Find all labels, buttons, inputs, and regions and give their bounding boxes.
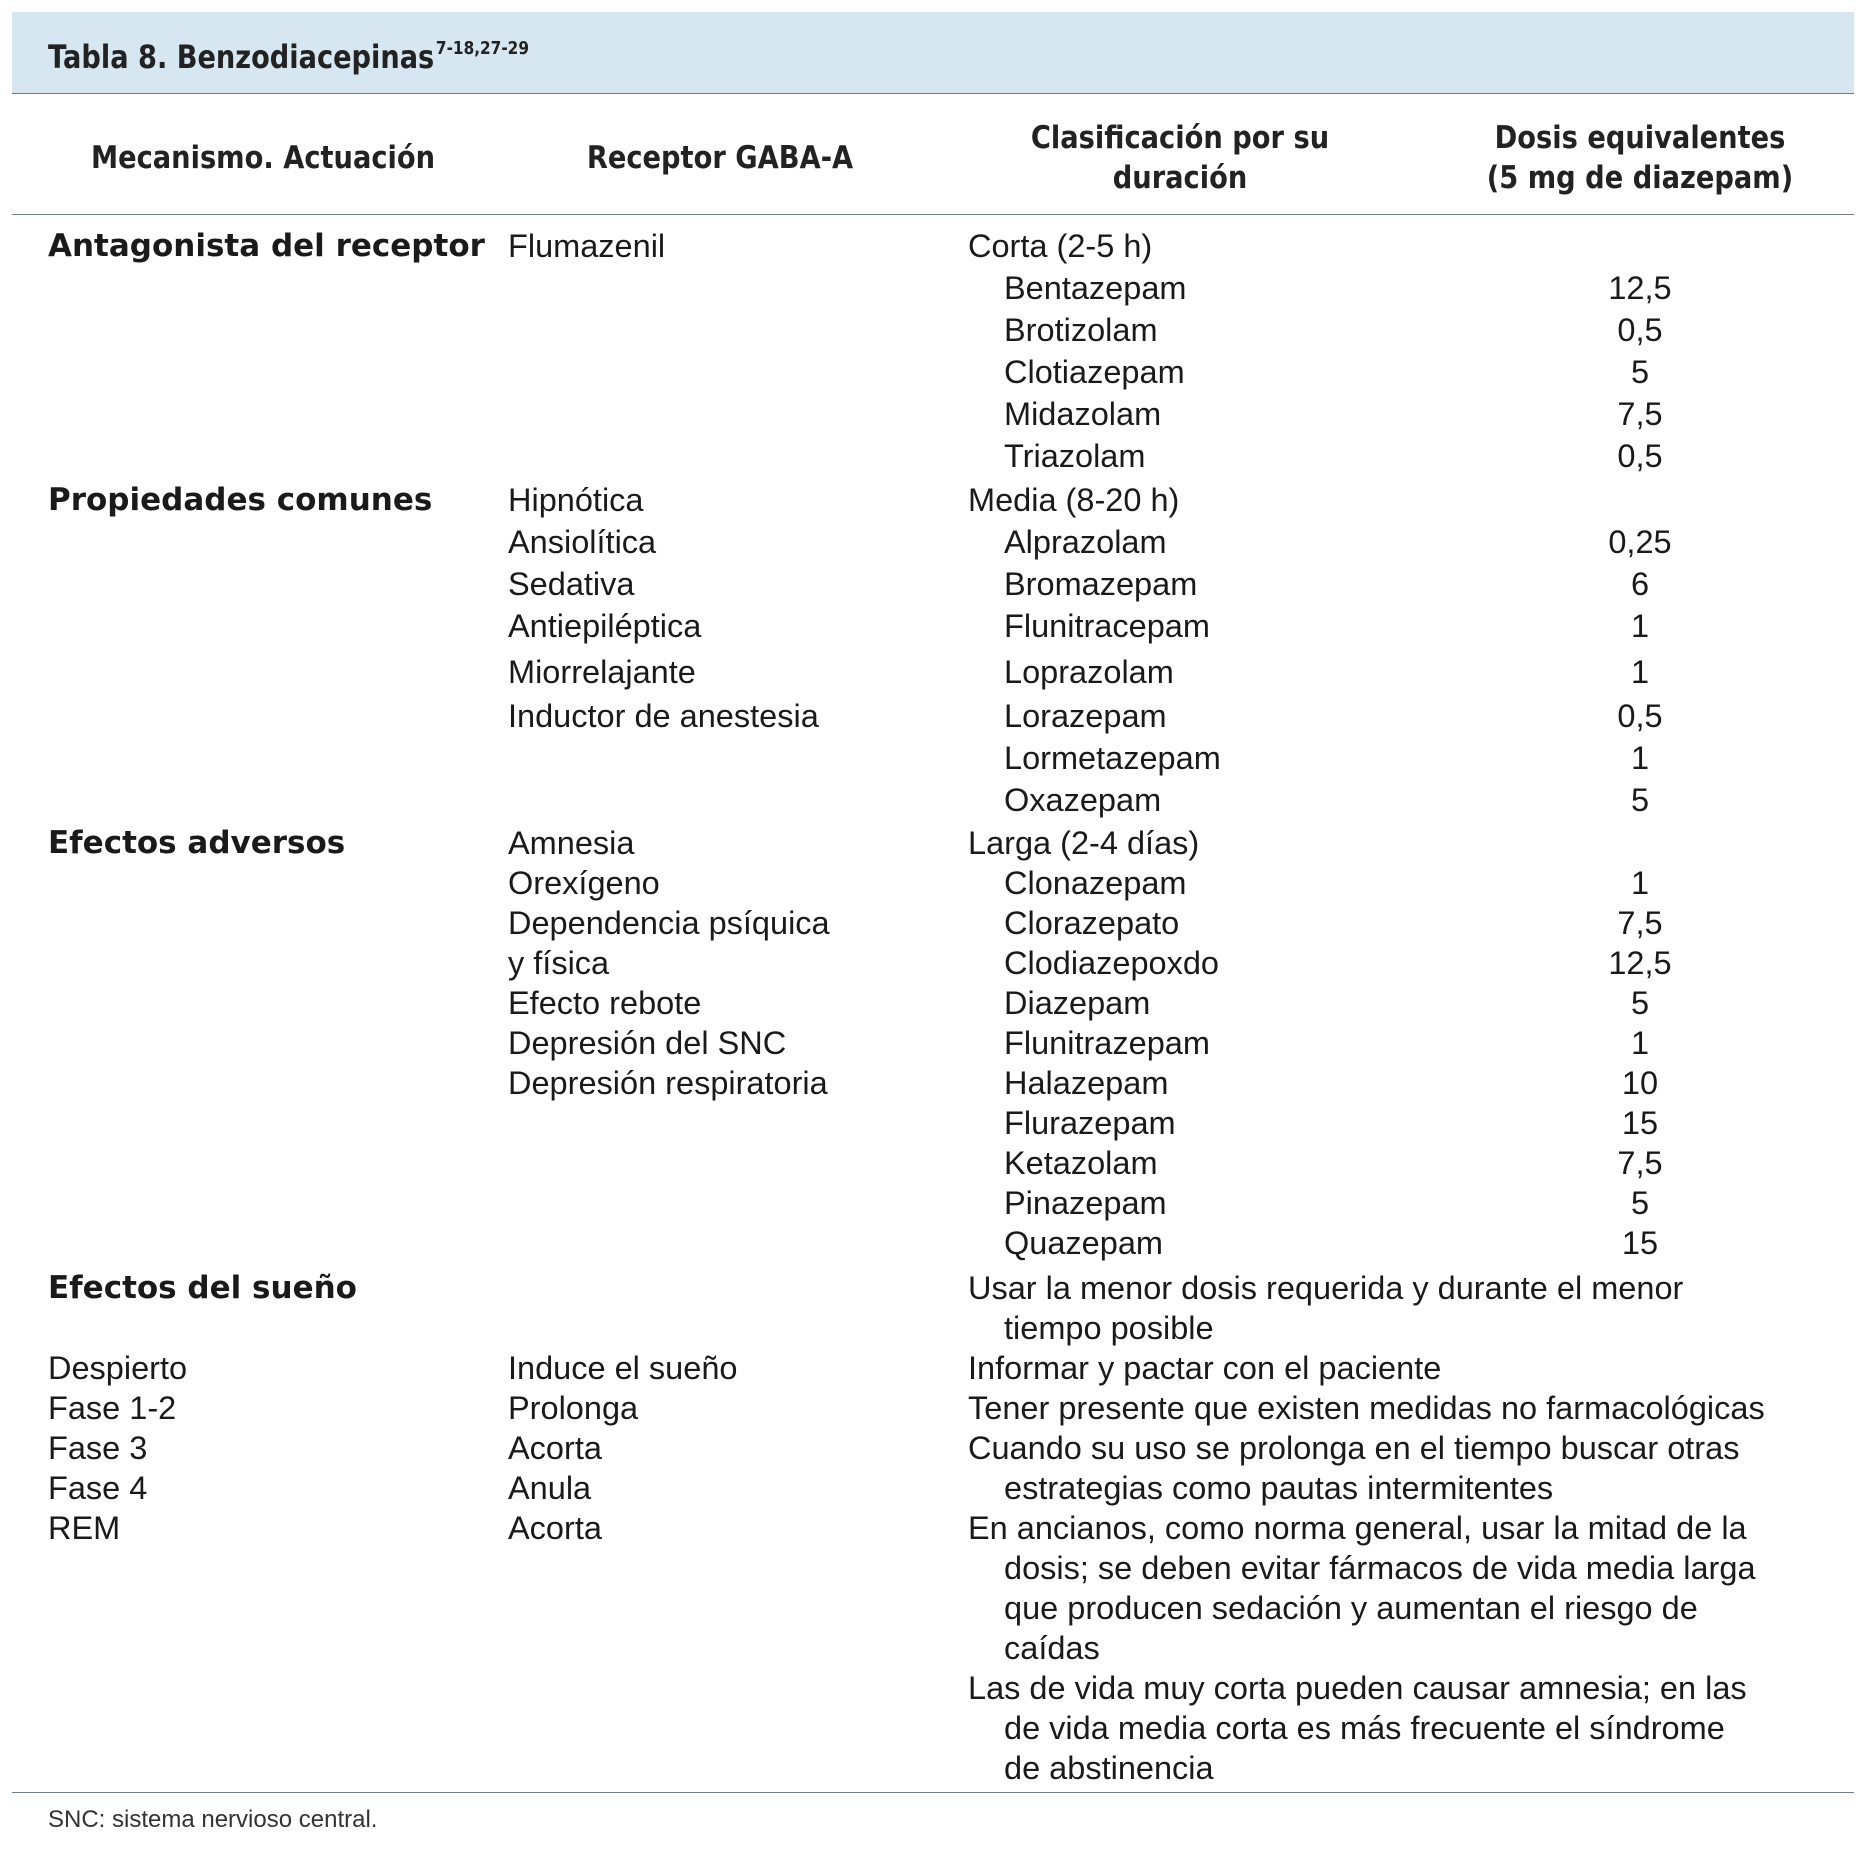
drug-name: Pinazepam	[1004, 1185, 1167, 1221]
drug-dose: 7,5	[1617, 396, 1663, 432]
drug-name: Clotiazepam	[1004, 354, 1185, 390]
drug-name: Lormetazepam	[1004, 740, 1221, 776]
drug-dose: 15	[1621, 1105, 1659, 1141]
recommendation-4b: estrategias como pautas intermitentes	[1004, 1470, 1554, 1506]
drug-dose: 0,5	[1617, 698, 1663, 734]
sleep-phase-4: Fase 4	[48, 1470, 148, 1506]
property-anxiolytic: Ansiolítica	[508, 524, 657, 560]
drug-name: Oxazepam	[1004, 782, 1162, 818]
title-references: 7-18,27-29	[435, 38, 529, 59]
recommendation-5a: En ancianos, como norma general, usar la mitad de la	[968, 1510, 1747, 1546]
drug-name: Bromazepam	[1004, 566, 1198, 602]
drug-dose: 1	[1630, 1025, 1650, 1061]
drug-name: Midazolam	[1004, 396, 1162, 432]
sleep-effect-3: Acorta	[508, 1430, 602, 1466]
drug-dose: 10	[1621, 1065, 1659, 1101]
property-hypnotic: Hipnótica	[508, 482, 644, 518]
header-classification	[986, 118, 1373, 198]
drug-name: Brotizolam	[1004, 312, 1158, 348]
property-anesthesia-inducer: Inductor de anestesia	[508, 698, 819, 734]
drug-name: Triazolam	[1004, 438, 1146, 474]
recommendation-6a: Las de vida muy corta pueden causar amnesia; en las	[968, 1670, 1747, 1706]
recommendation-1a: Usar la menor dosis requerida y durante el menor	[968, 1270, 1684, 1306]
header-mechanism: Mecanismo. Actuación	[90, 140, 436, 176]
adverse-dependence-1: Dependencia psíquica	[508, 905, 830, 941]
header-classification-line1: Clasificación por su	[1030, 120, 1330, 156]
property-muscle-relaxant: Miorrelajante	[508, 654, 696, 690]
drug-dose: 5	[1630, 985, 1650, 1021]
recommendation-6b: de vida media corta es más frecuente el síndrome	[1004, 1710, 1725, 1746]
recommendation-5d: caídas	[1004, 1630, 1100, 1666]
drug-dose: 0,5	[1617, 438, 1663, 474]
header-divider	[12, 214, 1854, 215]
recommendation-3: Tener presente que existen medidas no farmacológicas	[968, 1390, 1765, 1426]
drug-dose: 15	[1621, 1225, 1659, 1261]
header-classification-line2: duración	[1112, 160, 1248, 196]
adverse-dependence-2: y física	[508, 945, 610, 981]
drug-dose: 0,5	[1617, 312, 1663, 348]
adverse-orexigenic: Orexígeno	[508, 865, 660, 901]
drug-name: Lorazepam	[1004, 698, 1167, 734]
receptor-flumazenil: Flumazenil	[508, 228, 666, 264]
recommendation-2: Informar y pactar con el paciente	[968, 1350, 1442, 1386]
header-dose-line1: Dosis equivalentes	[1494, 120, 1786, 156]
recommendation-6c: de abstinencia	[1004, 1750, 1214, 1786]
mechanism-common-properties: Propiedades comunes	[48, 482, 433, 518]
sleep-effect-awake: Induce el sueño	[508, 1350, 738, 1386]
drug-dose: 1	[1630, 740, 1650, 776]
sleep-phase-3: Fase 3	[48, 1430, 148, 1466]
mechanism-sleep-effects: Efectos del sueño	[48, 1270, 357, 1306]
drug-dose: 7,5	[1617, 905, 1663, 941]
drug-dose: 0,25	[1608, 524, 1672, 560]
drug-name: Quazepam	[1004, 1225, 1163, 1261]
drug-name: Bentazepam	[1004, 270, 1187, 306]
drug-name: Flunitrazepam	[1004, 1025, 1210, 1061]
drug-name: Clonazepam	[1004, 865, 1187, 901]
drug-dose: 1	[1630, 608, 1650, 644]
drug-dose: 5	[1630, 354, 1650, 390]
recommendation-4a: Cuando su uso se prolonga en el tiempo buscar otras	[968, 1430, 1740, 1466]
drug-name: Halazepam	[1004, 1065, 1169, 1101]
sleep-phase-1-2: Fase 1-2	[48, 1390, 177, 1426]
recommendation-1b: tiempo posible	[1004, 1310, 1214, 1346]
drug-name: Alprazolam	[1004, 524, 1167, 560]
drug-name: Loprazolam	[1004, 654, 1174, 690]
header-receptor: Receptor GABA-A	[586, 140, 854, 176]
sleep-phase-rem: REM	[48, 1510, 121, 1546]
mechanism-antagonist: Antagonista del receptor	[48, 228, 485, 264]
drug-name: Diazepam	[1004, 985, 1151, 1021]
table-title-bar	[12, 12, 1854, 94]
drug-name: Flunitracepam	[1004, 608, 1210, 644]
drug-name: Clodiazepoxdo	[1004, 945, 1220, 981]
adverse-rebound: Efecto rebote	[508, 985, 702, 1021]
footnote: SNC: sistema nervioso central.	[48, 1806, 378, 1833]
drug-dose: 1	[1630, 654, 1650, 690]
adverse-cns-depression: Depresión del SNC	[508, 1025, 787, 1061]
drug-name: Clorazepato	[1004, 905, 1180, 941]
drug-dose: 6	[1630, 566, 1650, 602]
adverse-amnesia: Amnesia	[508, 825, 635, 861]
recommendation-5c: que producen sedación y aumentan el riesgo de	[1004, 1590, 1698, 1626]
property-sedative: Sedativa	[508, 566, 635, 602]
drug-dose: 1	[1630, 865, 1650, 901]
table-title: Tabla 8. Benzodiacepinas$^{7-18,27-29}$	[48, 38, 529, 76]
drug-dose: 5	[1630, 782, 1650, 818]
group-short: Corta (2-5 h)	[968, 228, 1153, 264]
sleep-effect-1-2: Prolonga	[508, 1390, 639, 1426]
sleep-phase-awake: Despierto	[48, 1350, 188, 1386]
drug-dose: 5	[1630, 1185, 1650, 1221]
recommendation-5b: dosis; se deben evitar fármacos de vida media larga	[1004, 1550, 1756, 1586]
adverse-respiratory-depression: Depresión respiratoria	[508, 1065, 828, 1101]
drug-dose: 12,5	[1608, 945, 1672, 981]
header-dose	[1464, 118, 1816, 198]
drug-dose: 7,5	[1617, 1145, 1663, 1181]
drug-name: Ketazolam	[1004, 1145, 1158, 1181]
sleep-effect-rem: Acorta	[508, 1510, 602, 1546]
property-antiepileptic: Antiepiléptica	[508, 608, 702, 644]
header-dose-line2: (5 mg de diazepam)	[1486, 160, 1794, 196]
table-bottom-rule	[12, 1792, 1854, 1793]
drug-dose: 12,5	[1608, 270, 1672, 306]
sleep-effect-4: Anula	[508, 1470, 592, 1506]
mechanism-adverse-effects: Efectos adversos	[48, 825, 346, 861]
group-long: Larga (2-4 días)	[968, 825, 1200, 861]
drug-name: Flurazepam	[1004, 1105, 1176, 1141]
group-medium: Media (8-20 h)	[968, 482, 1180, 518]
